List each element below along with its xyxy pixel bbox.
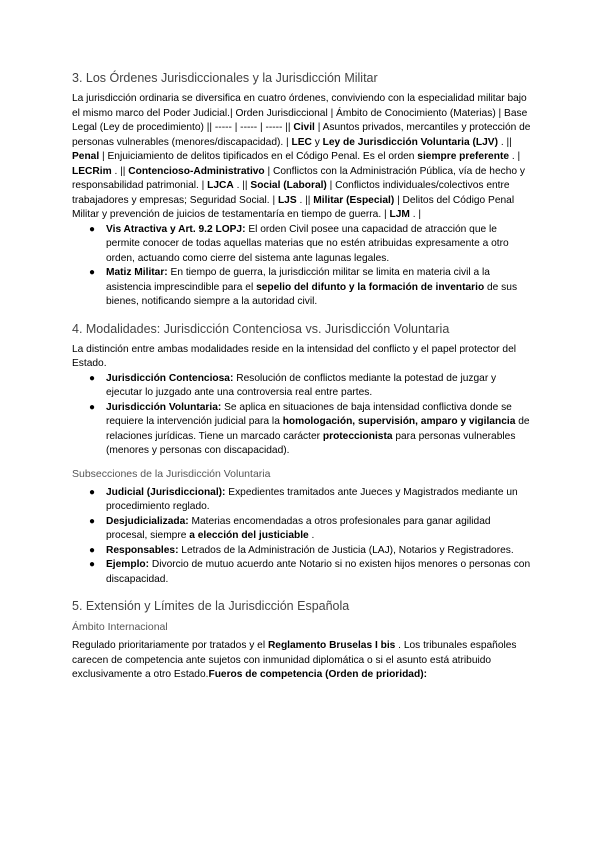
bullet-icon: ● — [89, 559, 96, 570]
list-item: ● Jurisdicción Voluntaria: Se aplica en situaciones de baja intensidad conflictiva donde se requiere la intervención judicial para la homologación, supervisión, amparo y vigilancia de relaciones jurídicas. Tiene un marcado carácter proteccionista para personas vulnerables (menores y personas con discapacidad). — [89, 401, 530, 456]
bullet-icon: ● — [89, 267, 96, 278]
bullet-icon: ● — [89, 372, 96, 384]
bullet-icon: ● — [89, 544, 96, 556]
list-item: ● Matiz Militar: En tiempo de guerra, la jurisdicción militar se limita en materia civil a la asistencia imprescindible para el sepelio del difunto y la formación de inventario de sus bienes, notificando siempre a la autoridad civil. — [89, 267, 518, 307]
section-5-paragraph: Regulado prioritariamente por tratados y el Reglamento Bruselas I bis . Los tribunales españoles carecen de competencia ante sujetos con inmunidad diplomática o si el asunto está atribuido exclusivamente a otro Estado.Fueros de competencia (Orden de prioridad): — [72, 640, 517, 680]
list-item: ● Responsables: Letrados de la Administración de Justicia (LAJ), Notarios y Registradores. — [106, 544, 532, 559]
bullet-icon: ● — [89, 223, 96, 235]
section-3-heading: 3. Los Órdenes Jurisdiccionales y la Jurisdicción Militar — [72, 71, 378, 85]
list-item: ● Judicial (Jurisdiccional): Expedientes tramitados ante Jueces y Magistrados mediante un procedimiento reglado. — [89, 486, 518, 512]
bullet-icon: ● — [89, 486, 96, 498]
list-item: ● Jurisdicción Contenciosa: Resolución de conflictos mediante la potestad de juzgar y ejecutar lo juzgado ante una controversia real entre partes. — [89, 372, 497, 398]
section-4-list — [72, 372, 532, 459]
bullet-icon: ● — [89, 401, 96, 413]
document-content — [72, 70, 532, 683]
list-item: ● Desjudicializada: Materias encomendadas a otros profesionales para ganar agilidad procesal, siempre a elección del justiciable . — [89, 515, 491, 541]
list-item: ● Vis Atractiva y Art. 9.2 LOPJ: El orden Civil posee una capacidad de atracción que le permite conocer de todas aquellas materias que no estén atribuidas expresamente a otro orden, actuando como cierre del sistema ante lagunas legales. — [89, 223, 509, 264]
list-item: ● Ejemplo: Divorcio de mutuo acuerdo ante Notario si no existen hijos menores o personas con discapacidad. — [89, 559, 531, 585]
subsection-list — [72, 486, 532, 588]
section-4-intro: La distinción entre ambas modalidades reside en la intensidad del conflicto y el papel protector del Estado. — [72, 343, 516, 369]
section-3-paragraph: La jurisdicción ordinaria se diversifica en cuatro órdenes, conviviendo con la especialidad militar bajo el mismo marco del Poder Judicial.| Orden Jurisdiccional | Ámbito de Conocimiento (Materias) | Base Legal (Ley de procedimiento) || ----- | ----- | ----- || Civil | Asuntos privados, mercantiles y protección de personas vulnerables (menores/discapacidad). | LEC y Ley de Jurisdicción Voluntaria (LJV) . || Penal | Enjuiciamiento de delitos tipificados en el Código Penal. Es el orden siempre preferente . | LECRim . || Contencioso-Administrativo | Conflictos con la Administración Pública, vía de hecho y responsabilidad patrimonial. | LJCA . || Social (Laboral) | Conflictos individuales/colectivos entre trabajadores y empresas; Seguridad Social. | LJS . || Militar (Especial) | Delitos del Código Penal Militar y prevención de juicios de testamentaría en tiempo de guerra. | LJM . | — [72, 93, 531, 220]
section-4-heading: 4. Modalidades: Jurisdicción Contenciosa vs. Jurisdicción Voluntaria — [72, 321, 450, 336]
section-3-list — [72, 223, 532, 310]
bullet-icon: ● — [89, 515, 96, 527]
section-5-heading: 5. Extensión y Límites de la Jurisdicción Española — [72, 599, 350, 613]
subsection-heading: Subsecciones de la Jurisdicción Voluntaria — [72, 467, 271, 480]
section-5-subheading: Ámbito Internacional — [72, 621, 168, 633]
